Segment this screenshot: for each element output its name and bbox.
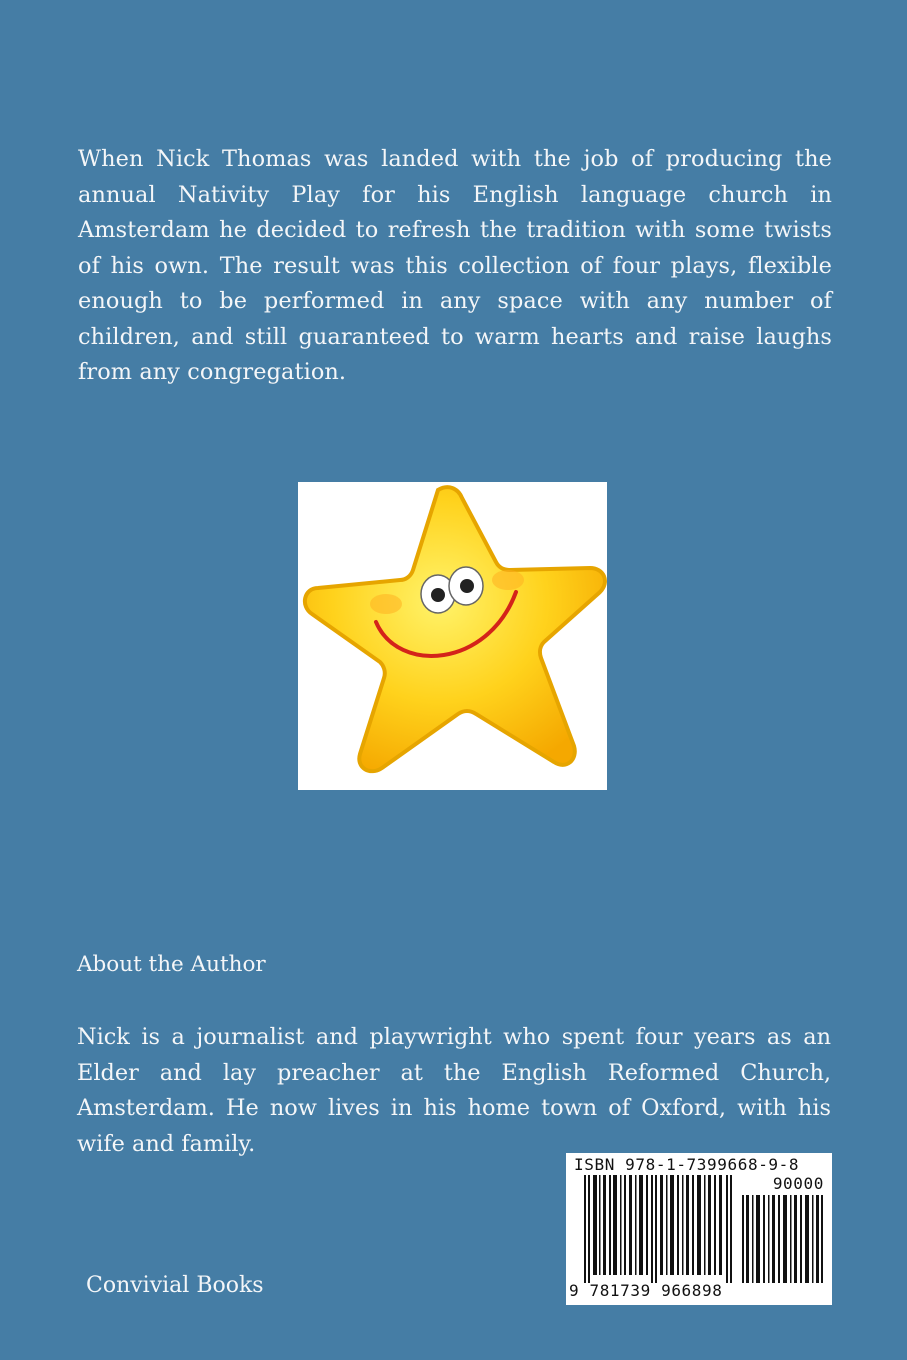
smiling-star-icon <box>298 482 607 790</box>
left-cheek <box>370 594 402 614</box>
right-pupil <box>460 579 474 593</box>
star-illustration <box>298 482 607 790</box>
price-code: 90000 <box>772 1174 824 1193</box>
left-pupil <box>431 588 445 602</box>
barcode-digits: 9 781739 966898 <box>569 1281 723 1300</box>
blurb-text: When Nick Thomas was landed with the job of producing the annual Nativity Play for his English language church in Amsterdam he decided to refresh the tradition with some twists of his own. The result was this collection of four plays, flexible enough to be performed in any space with any number of children, and still guaranteed to warm hearts and raise laughs from any congregation. <box>78 146 832 385</box>
isbn-barcode <box>566 1153 832 1305</box>
isbn-number: ISBN 978-1-7399668-9-8 <box>574 1155 800 1174</box>
right-cheek <box>492 570 524 590</box>
addon-barcode-bars <box>742 1195 824 1283</box>
barcode-bars <box>584 1175 734 1283</box>
about-author-text: Nick is a journalist and playwright who spent four years as an Elder and lay preacher at the English Reformed Church, Amsterdam. He now lives in his home town of Oxford, with his wife and family. <box>77 1024 831 1157</box>
about-heading: About the Author <box>77 952 266 977</box>
publisher-name: Convivial Books <box>86 1273 264 1298</box>
star-body <box>305 487 605 771</box>
